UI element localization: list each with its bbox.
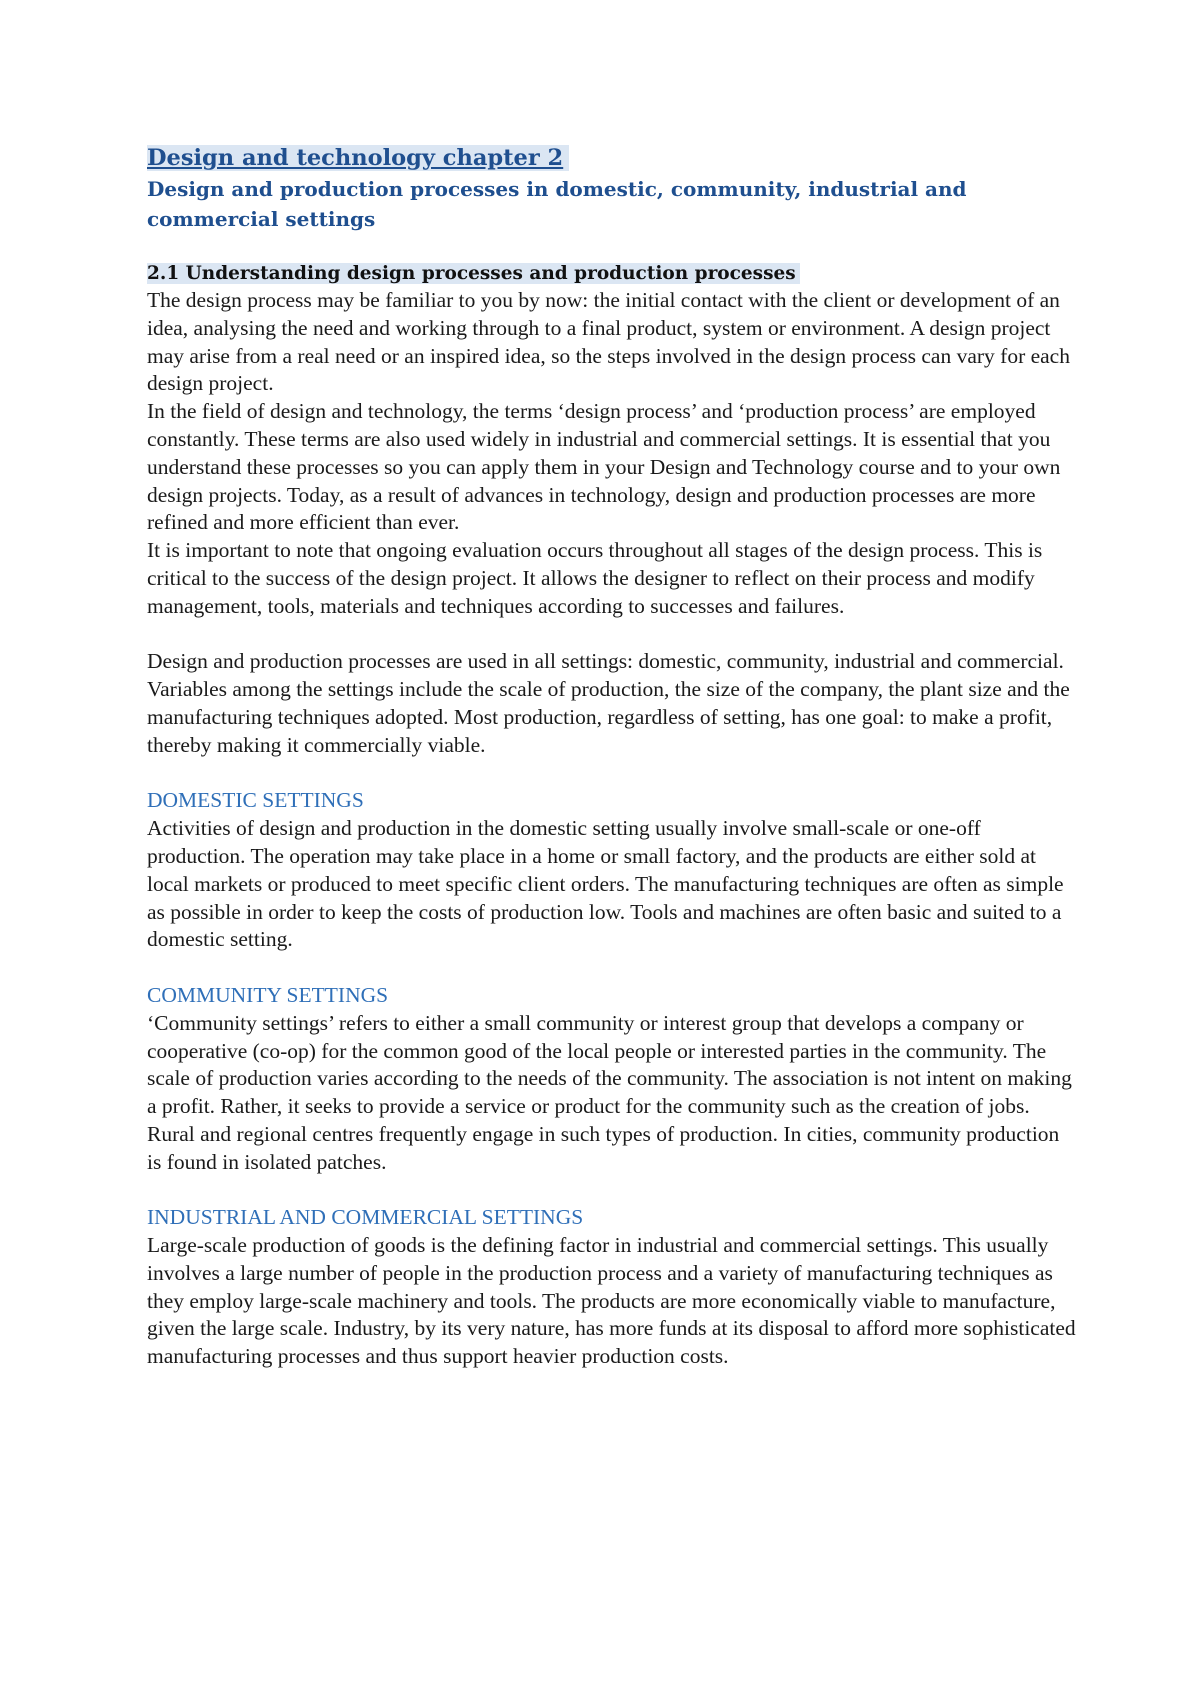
- heading-community-settings: COMMUNITY SETTINGS: [147, 982, 389, 1007]
- paragraph-evaluation: It is important to note that ongoing evaluation occurs throughout all stages of the design process. This is critical to the success of the design project. It allows the designer to reflect on their process and modify management, tools, materials and techniques according to successes and failures.: [147, 538, 1043, 618]
- spacer: [147, 621, 1077, 649]
- paragraph-settings-overview: Design and production processes are used in all settings: domestic, community, industrial and commercial. Variables among the settings include the scale of production, the size of the company, the plant size and the manufacturing techniques adopted. Most production, regardless of setting, has one goal: to make a profit, thereby making it commercially viable.: [147, 649, 1070, 757]
- spacer: [147, 954, 1077, 982]
- paragraph-design-process: The design process may be familiar to you by now: the initial contact with the client or development of an idea, analysing the need and working through to a final product, system or environment. A design project may arise from a real need or an inspired idea, so the steps involved in the design process can vary for each design project.: [147, 288, 1070, 396]
- paragraph-terms: In the field of design and technology, the terms ‘design process’ and ‘production process’ are employed constantly. These terms are also used widely in industrial and commercial settings. It is essential that you understand these processes so you can apply them in your Design and Technology course and to your own design projects. Today, as a result of advances in technology, design and production processes are more refined and more efficient than ever.: [147, 399, 1061, 535]
- paragraph-domestic: Activities of design and production in the domestic setting usually involve small-scale or one-off production. The operation may take place in a home or small factory, and the products are either sold at local markets or produced to meet specific client orders. The manufacturing techniques are often as simple as possible in order to keep the costs of production low. Tools and machines are often basic and suited to a domestic setting.: [147, 816, 1064, 952]
- heading-domestic-settings: DOMESTIC SETTINGS: [147, 788, 364, 813]
- document-page: [147, 144, 1077, 1371]
- document-title: Design and technology chapter 2: [147, 145, 569, 171]
- document-subtitle: Design and production processes in domestic, community, industrial and commercial settings: [147, 177, 967, 231]
- section-heading-line: [147, 260, 1077, 287]
- paragraph-community: ‘Community settings’ refers to either a small community or interest group that develops a company or cooperative (co-op) for the common good of the local people or interested parties in the community. The scale of production varies according to the needs of the community. The association is not intent on making a profit. Rather, it seeks to provide a service or product for the community such as the creation of jobs. Rural and regional centres frequently engage in such types of production. In cities, community production is found in isolated patches.: [147, 1010, 1072, 1174]
- section-heading: 2.1 Understanding design processes and production processes: [147, 263, 800, 284]
- spacer: [147, 1177, 1077, 1205]
- paragraph-industrial-commercial: Large-scale production of goods is the defining factor in industrial and commercial settings. This usually involves a large number of people in the production process and a variety of manufacturing techniques as they employ large-scale machinery and tools. The products are more economically viable to manufacture, given the large scale. Industry, by its very nature, has more funds at its disposal to afford more sophisticated manufacturing processes and thus support heavier production costs.: [147, 1233, 1076, 1369]
- heading-industrial-commercial-settings: INDUSTRIAL AND COMMERCIAL SETTINGS: [147, 1205, 584, 1230]
- title-line: [147, 144, 1077, 174]
- spacer: [147, 760, 1077, 788]
